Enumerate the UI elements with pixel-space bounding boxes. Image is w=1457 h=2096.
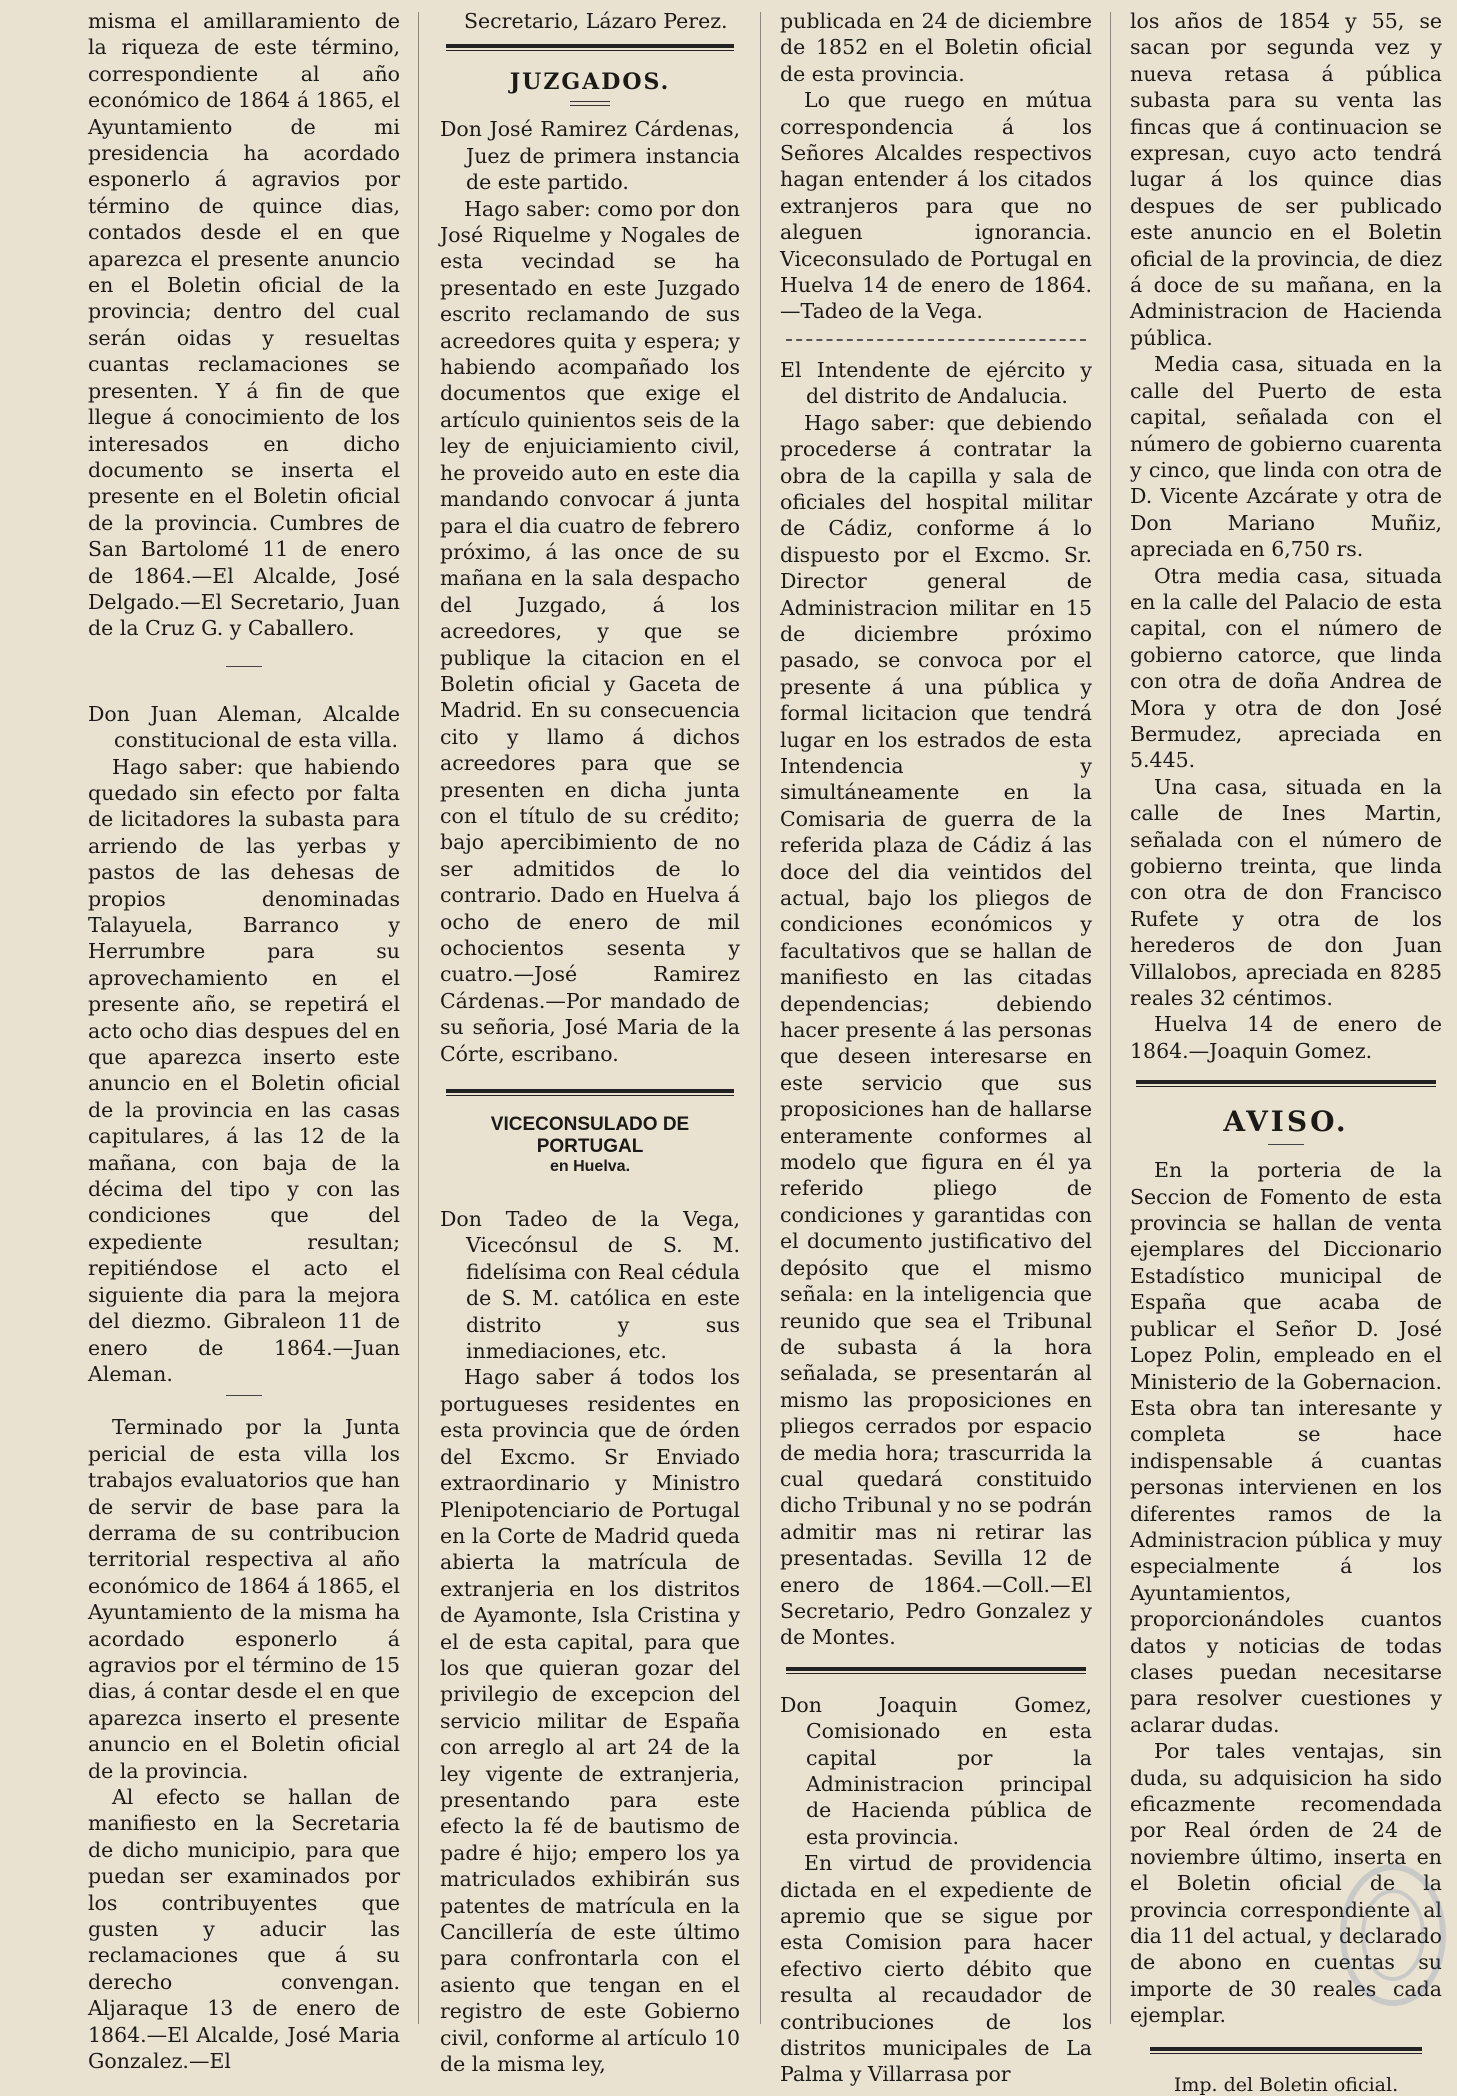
viceconsul-heading: Don Tadeo de la Vega, Vicecónsul de S. M. fidelísima con Real cédula de S. M. católica en este distrito y sus inmediaciones, etc. [440, 1207, 740, 1364]
separator [786, 1667, 1086, 1674]
secretary-signature: Secretario, Lázaro Perez. [464, 9, 728, 33]
section-heading-viceconsulado: VICECONSULADO DE PORTUGAL [490, 1114, 690, 1158]
separator [786, 339, 1086, 341]
subasta-signature: Huelva 14 de enero de 1864.—Joaquin Gomez. [1130, 1012, 1442, 1063]
section-subheading: en Huelva. [549, 1158, 631, 1176]
separator [226, 1395, 262, 1396]
separator [1150, 2047, 1422, 2054]
column-3 [780, 8, 1092, 2087]
notice-aljaraque-1: Terminado por la Junta pericial de esta villa los trabajos evaluatorios que han de servir de base para la derrama de su contribucion territorial respectiva al año económico de 1864 á 1865, el Ayuntamiento de la misma ha acordado esponerlo á agravios por el término de 15 dias, á contar desde el en que aparezca inserto el presente anuncio en el Boletin oficial de la provincia. [88, 1415, 400, 1783]
viceconsul-closing: Lo que ruego en mútua correspondencia á los Señores Alcaldes respectivos hagan entender á los citados extranjeros para que no aleguen ignorancia. Viceconsulado de Portugal en Huelva 14 de enero de 1864.—Tadeo de la Vega. [780, 88, 1092, 324]
column-divider [760, 12, 761, 2024]
notice-cumbres: misma el amillaramiento de la riqueza de este término, correspondiente al año económico de 1864 á 1865, el Ayuntamiento de mi presidencia ha acordado esponerlo á agravios por término de quince dias, contados desde el en que aparezca el presente anuncio en el Boletin oficial de la provincia; dentro del cual serán oidas y resueltas cuantas reclamaciones se presenten. Y á fin de que llegue á conocimiento de los interesados en dicho documento se inserta el presente en el Boletin oficial de la provincia. Cumbres de San Bartolomé 11 de enero de 1864.—El Alcalde, José Delgado.—El Secretario, Juan de la Cruz G. y Caballero. [88, 9, 400, 641]
separator [226, 666, 262, 667]
column-4 [1130, 8, 1442, 2096]
finca-3: Una casa, situada en la calle de Ines Martin, señalada con el número de gobierno treinta, que linda con otra de don Francisco Rufete y otra de los herederos de don Juan Villalobos, apreciada en 8285 reales 32 céntimos. [1130, 774, 1442, 1011]
separator [446, 44, 734, 51]
intendente-body: Hago saber: que debiendo procederse á contratar la obra de la capilla y sala de oficiales del hospital militar de Cádiz, conforme á lo dispuesto por el Excmo. Sr. Director general de Administracion militar en 15 de diciembre próximo pasado, se convoca por el presente á una pública y formal licitacion que tendrá lugar en los estrados de esta Intendencia y simultáneamente en la Comisaria de guerra de la referida plaza de Cádiz á las doce del dia veintidos del actual, bajo los pliegos de condiciones económicos y facultativos que se hallan de manifiesto en las citadas dependencias; debiendo hacer presente á las personas que deseen interesarse en este servicio que sus proposiciones han de hallarse enteramente conformes al modelo que figura en él ya referido pliego de condiciones y garantidas con el documento justificativo del depósito que el mismo señala: en la inteligencia que reunido que sea el Tribunal de subasta á la hora señalada, se presentarán al mismo las proposiciones en pliegos cerrados por espacio de media hora; trascurrida la cual quedará constituido dicho Tribunal y no se podrán admitir mas ni retirar las presentadas. Sevilla 12 de enero de 1864.—Coll.—El Secretario, Pedro Gonzalez y de Montes. [780, 410, 1092, 1650]
library-stamp-watermark [1338, 1860, 1448, 2010]
imprint-line: Imp. del Boletin oficial. [1173, 2073, 1399, 2096]
separator [446, 1089, 734, 1096]
column-2 [440, 8, 740, 2077]
intendente-heading: El Intendente de ejército y del distrito de Andalucia. [780, 357, 1092, 409]
section-heading-aviso: AVISO. [1223, 1105, 1349, 1139]
section-heading-juzgados: JUZGADOS. [509, 69, 671, 96]
comisionado-heading: Don Joaquin Gomez, Comisionado en esta capital por la Administracion principal de Hacienda pública de esta provincia. [780, 1692, 1092, 1849]
separator [1268, 1144, 1304, 1145]
column-1 [88, 8, 400, 2074]
finca-1: Media casa, situada en la calle del Puerto de esta capital, señalada con el número de gobierno cuarenta y cinco, que linda con otra de D. Vicente Azcárate y otra de Don Mariano Muñiz, apreciada en 6,750 rs. [1130, 352, 1442, 562]
comisionado-body: En virtud de providencia dictada en el expediente de apremio que se sigue por esta Comision para hacer efectivo cierto débito que resulta al recaudador de contribuciones de los distritos municipales de La Palma y Villarrasa por [780, 1851, 1092, 2087]
aviso-body-2: Por tales ventajas, sin duda, su adquisicion ha sido eficazmente recomendada por Real órden de 24 de noviembre último, inserta en el Boletin oficial de la provincia correspondiente al dia 11 del actual, y declarado de abono en cuentas su importe de 30 reales cada ejemplar. [1130, 1739, 1442, 2028]
viceconsul-continued: publicada en 24 de diciembre de 1852 en el Boletin oficial de esta provincia. [780, 9, 1092, 86]
viceconsul-body: Hago saber á todos los portugueses residentes en esta provincia que de órden del Excmo. Sr Enviado extraordinario y Ministro Plenipotenciario de Portugal en la Corte de Madrid queda abierta la matrícula de extranjeria en los distritos de Ayamonte, Isla Cristina y el de esta capital, para que los que quieran gozar del privilegio de excepcion del servicio militar de España con arreglo al art 24 de la ley vigente de extranjeria, presentando para este efecto la fé de bautismo de padre é hijo; empero los ya matriculados exhibirán sus patentes de matrícula en la Cancillería de este último para confrontarla con el asiento que tengan en el registro de este Gobierno civil, conforme al artículo 10 de la misma ley, [440, 1365, 740, 2077]
finca-2: Otra media casa, situada en la calle del Palacio de esta capital, con el número de gobierno catorce, que linda con otra de doña Andrea de Mora y otra de don José Bermudez, apreciada en 5.445. [1130, 563, 1442, 773]
column-divider [1110, 12, 1111, 2024]
subasta-continued: los años de 1854 y 55, se sacan por segunda vez y nueva retasa á pública subasta para su venta las fincas que á continuacion se expresan, cuyo acto tendrá lugar á los quince dias despues de ser publicado este anuncio en el Boletin oficial de la provincia, de diez á doce de su mañana, en la Administracion de Hacienda pública. [1130, 9, 1442, 350]
aviso-body-1: En la porteria de la Seccion de Fomento de esta provincia se hallan de venta ejemplares del Diccionario Estadístico municipal de España que acaba de publicar el Señor D. José Lopez Polin, empleado en el Ministerio de la Gobernacion. Esta obra tan interesante y completa se hace indispensable á cuantas personas intervienen en los diferentes ramos de la Administracion pública y muy especialmente á los Ayuntamientos, proporcionándoles cuantos datos y noticias de todas clases puedan necesitarse para resolver cuestiones y aclarar dudas. [1130, 1158, 1442, 1737]
juzgado-heading: Don José Ramirez Cárdenas, Juez de primera instancia de este partido. [440, 117, 740, 195]
juzgado-body: Hago saber: como por don José Riquelme y Nogales de esta vecindad se ha presentado en este Juzgado escrito reclamando de sus acreedores quita y espera; y habiendo acompañado los documentos que exige el artículo quinientos seis de la ley de enjuiciamiento civil, he proveido auto en este dia mandando convocar á junta para el dia cuatro de febrero próximo, á las once de su mañana en la sala despacho del Juzgado, á los acreedores, y que se publique la citacion en el Boletin oficial y Gaceta de Madrid. En su consecuencia cito y llamo á dichos acreedores para que se presenten en dicha junta con el título de su crédito; bajo apercibimiento de no ser admitidos de lo contrario. Dado en Huelva á ocho de enero de mil ochocientos sesenta y cuatro.—José Ramirez Cárdenas.—Por mandado de su señoria, José Maria de la Córte, escribano. [440, 196, 740, 1066]
notice-gibraleon-heading: Don Juan Aleman, Alcalde constitucional de esta villa. [88, 701, 400, 753]
ornament-rule [570, 101, 610, 106]
separator [1136, 1080, 1436, 1087]
notice-gibraleon-body: Hago saber: que habiendo quedado sin efecto por falta de licitadores la subasta para arriendo de las yerbas y pastos de las dehesas de propios denominadas Talayuela, Barranco y Herrumbre para su aprovechamiento en el presente año, se repetirá el acto ocho dias despues del en que aparezca inserto este anuncio en el Boletin oficial de la provincia en las casas capitulares, á las 12 de la mañana, con baja de la décima del tipo y con las condiciones que del expediente resultan; repitiéndose el acto el siguiente dia para la mejora del diezmo. Gibraleon 11 de enero de 1864.—Juan Aleman. [88, 754, 400, 1386]
notice-aljaraque-2: Al efecto se hallan de manifiesto en la Secretaria de dicho municipio, para que puedan ser examinados por los contribuyentes que gusten y aducir las reclamaciones que á su derecho convengan. Aljaraque 13 de enero de 1864.—El Alcalde, José Maria Gonzalez.—El [88, 1785, 400, 2074]
column-divider [418, 12, 419, 2024]
